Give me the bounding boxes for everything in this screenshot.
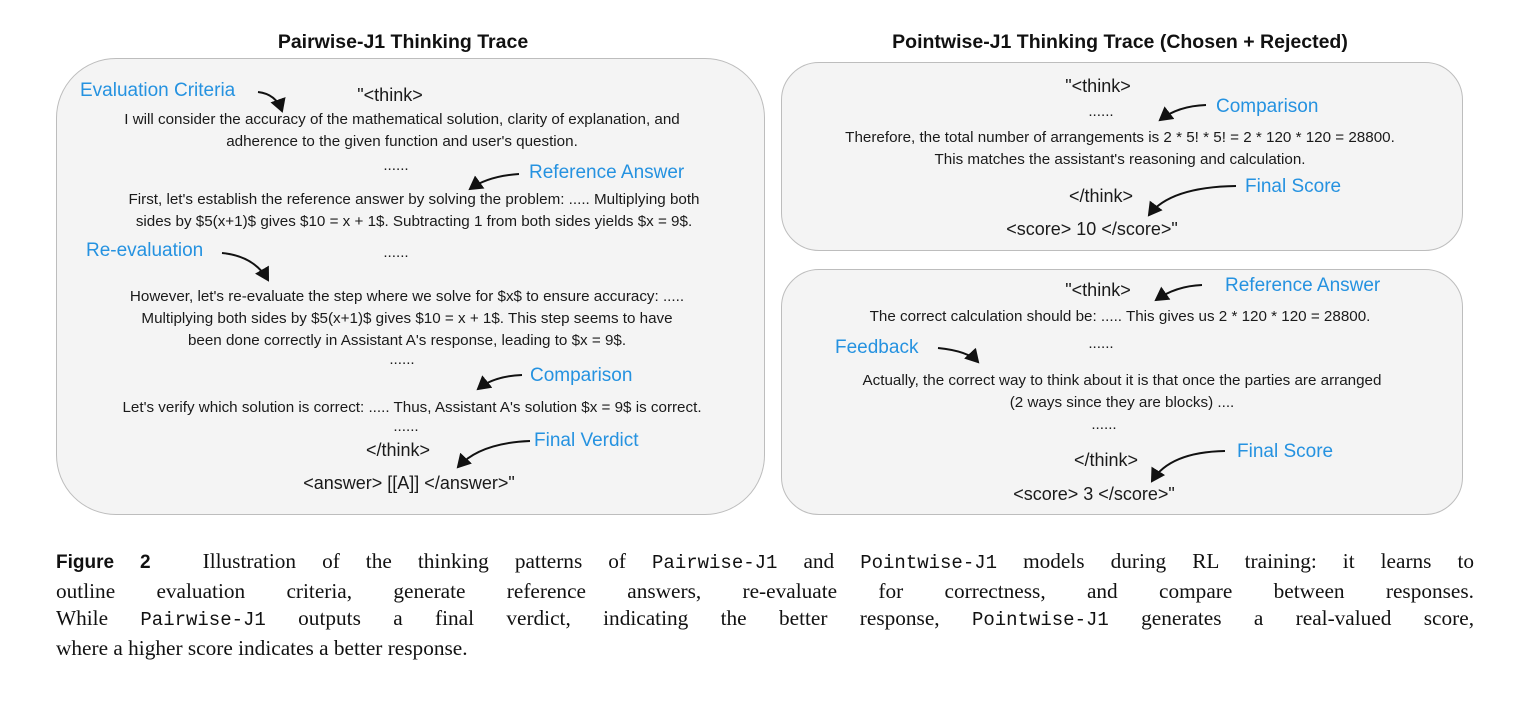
chosen-think-close: </think> [1068, 186, 1134, 206]
pairwise-ellipsis-1: ...... [383, 157, 409, 174]
arrow-reference-answer-right [1156, 285, 1202, 300]
arrow-comparison-left [478, 375, 522, 389]
pairwise-reeval-line-3: been done correctly in Assistant A's response, leading to $x = 9$. [187, 332, 627, 349]
caption-line-1: Figure 2 Illustration of the thinking patterns of Pairwise-J1 and Pointwise-J1 models during RL training: it learns to [56, 549, 1475, 574]
arrow-evaluation-criteria [258, 92, 282, 111]
label-feedback: Feedback [835, 337, 919, 358]
pairwise-reeval-line-2: Multiplying both sides by $5(x+1)$ gives $10 = x + 1$. This step seems to have [141, 310, 673, 327]
caption-code-pairwise: Pairwise-J1 [652, 552, 778, 574]
pairwise-criteria-line-1: I will consider the accuracy of the mathematical solution, clarity of explanation, and [124, 111, 680, 128]
label-evaluation-criteria: Evaluation Criteria [80, 80, 236, 101]
pairwise-think-open: "<think> [357, 85, 423, 105]
label-final-score-rejected: Final Score [1237, 441, 1334, 462]
label-comparison-right: Comparison [1216, 96, 1319, 117]
caption-code-pointwise-2: Pointwise-J1 [971, 609, 1109, 631]
rejected-feedback-line-2: (2 ways since they are blocks) .... [1009, 394, 1235, 411]
rejected-calc-line-1: The correct calculation should be: ..... This gives us 2 * 120 * 120 = 28800. [869, 308, 1371, 325]
arrow-reference-answer-left [470, 174, 519, 189]
figure-caption [56, 548, 1474, 662]
caption-line-4: where a higher score indicates a better response. [56, 635, 468, 660]
chosen-calc-line-1: Therefore, the total number of arrangements is 2 * 5! * 5! = 2 * 120 * 120 = 28800. [845, 129, 1395, 146]
pairwise-ellipsis-3: ...... [389, 351, 415, 368]
arrow-feedback [938, 348, 978, 362]
pairwise-ellipsis-4: ...... [393, 418, 419, 435]
label-final-verdict: Final Verdict [534, 430, 639, 451]
pairwise-reference-line-1: First, let's establish the reference answer by solving the problem: ..... Multiplying both [128, 191, 700, 208]
rejected-ellipsis-2: ...... [1091, 416, 1117, 433]
chosen-ellipsis-1: ...... [1088, 103, 1114, 120]
arrow-re-evaluation [222, 253, 268, 280]
arrow-final-score-rejected [1152, 451, 1225, 481]
caption-line-3: While Pairwise-J1 outputs a final verdict, indicating the better response, Pointwise-J1 generates a real-valued score, [56, 606, 1475, 631]
chosen-think-open: "<think> [1065, 76, 1131, 96]
label-reference-answer-right: Reference Answer [1225, 275, 1381, 296]
pairwise-ellipsis-2: ...... [383, 244, 409, 261]
pairwise-reference-line-2: sides by $5(x+1)$ gives $10 = x + 1$. Subtracting 1 from both sides yields $x = 9$. [135, 213, 693, 230]
pairwise-think-close: </think> [365, 440, 431, 460]
chosen-score: <score> 10 </score>" [1006, 219, 1178, 239]
rejected-think-open: "<think> [1065, 280, 1131, 300]
pairwise-criteria-line-2: adherence to the given function and user's question. [226, 133, 578, 150]
caption-code-pairwise-2: Pairwise-J1 [140, 609, 266, 631]
caption-line-2: outline evaluation criteria, generate reference answers, re-evaluate for correctness, and compare between responses. [56, 578, 1474, 603]
pairwise-answer: <answer> [[A]] </answer>" [303, 473, 515, 493]
pointwise-panel-title: Pointwise-J1 Thinking Trace (Chosen + Rejected) [892, 31, 1348, 53]
arrow-final-verdict [458, 441, 530, 467]
rejected-ellipsis-1: ...... [1088, 335, 1114, 352]
caption-code-pointwise: Pointwise-J1 [860, 552, 998, 574]
pairwise-compare-line-1: Let's verify which solution is correct: ..... Thus, Assistant A's solution $x = 9$ is correct. [122, 399, 702, 416]
label-final-score-chosen: Final Score [1245, 176, 1342, 197]
chosen-calc-line-2: This matches the assistant's reasoning and calculation. [934, 151, 1306, 168]
label-comparison-left: Comparison [530, 365, 633, 386]
rejected-score: <score> 3 </score>" [1013, 484, 1175, 504]
pairwise-reeval-line-1: However, let's re-evaluate the step where we solve for $x$ to ensure accuracy: ..... [129, 288, 685, 305]
pairwise-panel-title: Pairwise-J1 Thinking Trace [277, 31, 529, 53]
arrow-final-score-chosen [1149, 186, 1236, 215]
arrow-comparison-right [1160, 105, 1206, 120]
rejected-feedback-line-1: Actually, the correct way to think about it is that once the parties are arranged [862, 372, 1382, 389]
label-re-evaluation: Re-evaluation [86, 240, 204, 261]
label-reference-answer-left: Reference Answer [529, 162, 685, 183]
caption-figure-label: Figure 2 [56, 552, 151, 573]
rejected-think-close: </think> [1073, 450, 1139, 470]
